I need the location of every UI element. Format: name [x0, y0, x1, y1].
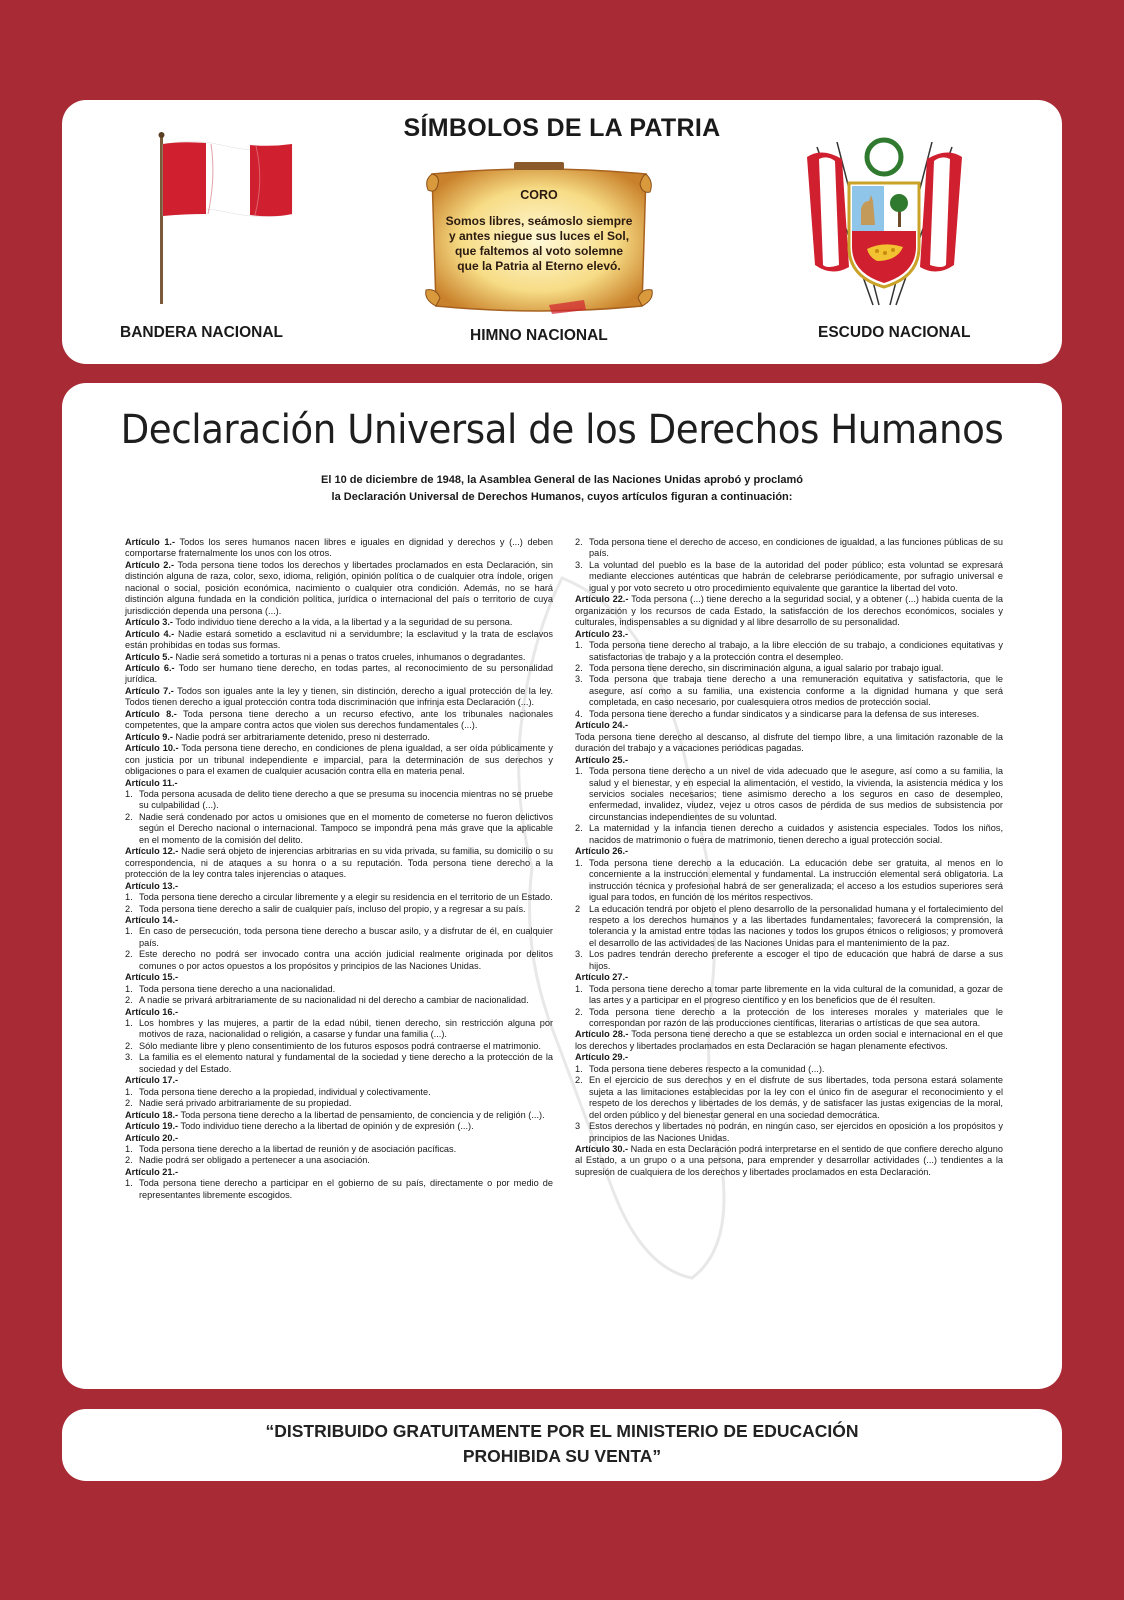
article-paragraph: [125, 881, 553, 892]
symbols-panel: [62, 100, 1062, 364]
list-number: 2.: [125, 995, 133, 1006]
article-text: Todo individuo tiene derecho a la vida, a la libertad y a la seguridad de su persona.: [172, 617, 513, 628]
article-paragraph: [125, 778, 553, 789]
article-heading: Artículo 8.-: [125, 708, 177, 719]
list-text: Toda persona tiene deberes respecto a la comunidad (...).: [589, 1063, 825, 1074]
list-number: 2.: [125, 903, 133, 914]
article-heading: Artículo 27.-: [575, 972, 629, 983]
article-text: Nada en esta Declaración podrá interpretarse en el sentido de que confiere derecho alguno al Estado, a un grupo o a una persona, para emprender y desarrollar actividades (...) tendientes a la supresión de cualquiera de los derechos y libertades proclamados en esta Declaración.: [575, 1144, 1003, 1177]
article-heading: Artículo 20.-: [125, 1132, 179, 1143]
coro-line: y antes niegue sus luces el Sol,: [448, 229, 630, 243]
list-text: Nadie será privado arbitrariamente de su propiedad.: [139, 1098, 352, 1109]
article-paragraph: [125, 1075, 553, 1086]
list-text: Toda persona tiene derecho a la protección de los intereses morales y materiales que le correspondan por razón de las producciones científicas, literarias o artísticas de que sea autora.: [589, 1006, 1003, 1029]
article-heading: Artículo 25.-: [575, 754, 629, 765]
article-heading: Artículo 6.-: [125, 662, 175, 673]
list-number: 1.: [575, 766, 583, 777]
article-text: Toda persona tiene derecho a un recurso efectivo, ante los tribunales nacionales competentes, que la ampare contra actos que violen sus derechos fundamentales (...).: [125, 708, 553, 731]
article-list-item: [575, 1064, 1003, 1075]
symbols-title: SÍMBOLOS DE LA PATRIA: [403, 114, 721, 142]
article-text: Nadie será objeto de injerencias arbitrarias en su vida privada, su familia, su domicilio o su correspondencia, ni de ataques a su honra o a su reputación. Toda persona tiene derecho a la protección de la ley contra tales injerencias o ataques.: [125, 846, 553, 880]
article-heading: Artículo 26.-: [575, 846, 629, 857]
list-text: En caso de persecución, toda persona tiene derecho a buscar asilo, y a disfrutar de él, en cualquier país.: [139, 926, 553, 948]
article-paragraph: [125, 743, 553, 777]
article-list-item: [575, 709, 1003, 720]
list-number: 4.: [575, 708, 583, 719]
list-number: 3: [575, 1121, 581, 1132]
intro-line: El 10 de diciembre de 1948, la Asamblea General de las Naciones Unidas aprobó y proclamó: [321, 474, 803, 486]
list-number: 2.: [575, 662, 583, 673]
list-text: Los hombres y las mujeres, a partir de la edad núbil, tienen derecho, sin restricción alguna por motivos de raza, nacionalidad o religión, a casarse y fundar una familia (...).: [139, 1018, 553, 1040]
list-text: Toda persona tiene derecho a circular libremente y a elegir su residencia en el territorio de un Estado.: [139, 892, 553, 903]
list-text: Este derecho no podrá ser invocado contra una acción judicial realmente originada por delitos comunes o por actos opuestos a los propósitos y principios de las Naciones Unidas.: [139, 949, 553, 971]
article-text: Nadie podrá ser arbitrariamente detenido, preso ni desterrado.: [172, 731, 430, 742]
list-number: 1.: [125, 983, 133, 994]
articles-left-column: [125, 537, 553, 1201]
article-heading: Artículo 10.-: [125, 743, 179, 754]
article-list-item: [575, 663, 1003, 674]
article-heading: Artículo 24.-: [575, 720, 629, 731]
article-text: Todos los seres humanos nacen libres e iguales en dignidad y derechos y (...) deben comportarse fraternalmente los unos con los otros.: [125, 537, 554, 559]
article-text: Toda persona tiene derecho a que se establezca un orden social e internacional en el que los derechos y libertades proclamados en esta Declaración se hagan plenamente efectivos.: [575, 1029, 1003, 1051]
article-paragraph: [575, 594, 1003, 628]
article-heading: Artículo 30.-: [575, 1144, 629, 1155]
article-text: Toda persona tiene derecho, en condiciones de plena igualdad, a ser oída públicamente y con justicia por un tribunal independiente e imparcial, para la determinación de sus derechos y obligaciones o para el examen de cualquier acusación contra ella en materia penal.: [125, 743, 553, 777]
article-list-item: [575, 640, 1003, 663]
article-list-item: [125, 892, 553, 903]
list-number: 2.: [575, 1075, 583, 1086]
article-list-item: [125, 1178, 553, 1201]
list-number: 1.: [125, 1018, 133, 1029]
list-number: 2.: [575, 823, 583, 834]
list-number: 2.: [575, 537, 583, 547]
article-heading: Artículo 16.-: [125, 1006, 179, 1017]
article-heading: Artículo 22.-: [575, 594, 629, 605]
list-text: Nadie podrá ser obligado a pertenecer a una asociación.: [139, 1155, 370, 1166]
anthem-scroll: [414, 160, 664, 320]
list-number: 1.: [575, 1063, 583, 1074]
article-paragraph: [125, 732, 553, 743]
article-paragraph: [125, 686, 553, 709]
article-paragraph: [125, 1007, 553, 1018]
footer-panel: [62, 1409, 1062, 1481]
list-number: 2.: [575, 1006, 583, 1017]
article-paragraph: [125, 1167, 553, 1178]
list-text: Nadie será condenado por actos u omisiones que en el momento de cometerse no fueron delictivos según el Derecho nacional o internacional. Tampoco se impondrá pena más grave que la aplicable en el momento de la comisión del delito.: [139, 811, 553, 845]
list-text: Toda persona acusada de delito tiene derecho a que se presuma su inocencia mientras no se pruebe su culpabilidad (...).: [139, 788, 553, 811]
list-text: En el ejercicio de sus derechos y en el disfrute de sus libertades, toda persona estará solamente sujeta a las limitaciones establecidas por la ley con el único fin de asegurar el reconocimiento y el respeto de los derechos y libertades de los demás, y de satisfacer las justas exigencias de la moral, del orden público y del bienestar general en una sociedad democrática.: [589, 1075, 1003, 1120]
article-paragraph: [125, 915, 553, 926]
article-heading: Artículo 5.-: [125, 651, 173, 662]
article-text: Toda persona (...) tiene derecho a la seguridad social, y a obtener (...) habida cuenta de la organización y los recursos de cada Estado, la satisfacción de los derechos económicos, sociales y culturales, indispensables a su dignidad y al libre desarrollo de su personalidad.: [575, 594, 1004, 628]
article-paragraph: [125, 1110, 553, 1121]
article-paragraph: [575, 720, 1003, 731]
article-heading: Artículo 2.-: [125, 559, 175, 570]
list-number: 2.: [125, 949, 133, 960]
article-list-item: [125, 1018, 553, 1041]
list-text: Toda persona tiene derecho a la educación. La educación debe ser gratuita, al menos en lo concerniente a la instrucción elemental y fundamental. La instrucción elemental será obligatoria. La instrucción técnica y profesional habrá de ser generalizada; el acceso a los estudios superiores será igual para todos, en función de los méritos respectivos.: [589, 857, 1003, 903]
article-paragraph: [125, 560, 553, 617]
list-text: Toda persona tiene derecho, sin discriminación alguna, a igual salario por trabajo igual.: [589, 662, 944, 673]
article-heading: Artículo 1.-: [125, 537, 176, 547]
article-heading: Artículo 18.-: [125, 1109, 179, 1120]
list-text: Toda persona tiene derecho a salir de cualquier país, incluso del propio, y a regresar a su país.: [139, 903, 526, 914]
article-paragraph: [575, 1052, 1003, 1063]
article-list-item: [575, 674, 1003, 708]
flag-label: BANDERA NACIONAL: [120, 324, 284, 341]
national-shield-image: [797, 137, 972, 317]
list-number: 1.: [125, 1086, 133, 1097]
footer-notice: [62, 1419, 1062, 1469]
list-number: 1.: [575, 857, 583, 868]
article-heading: Artículo 13.-: [125, 880, 179, 891]
list-number: 1.: [125, 892, 133, 903]
article-list-item: [125, 1144, 553, 1155]
list-text: La voluntad del pueblo es la base de la autoridad del poder público; esta voluntad se expresará mediante elecciones auténticas que habrán de celebrarse periódicamente, por sufragio universal e igual y por voto secreto u otro procedimiento equivalente que garantice la libertad del voto.: [589, 559, 1003, 593]
article-list-item: [125, 1052, 553, 1075]
article-list-item: [125, 1087, 553, 1098]
article-list-item: [575, 560, 1003, 594]
article-list-item: [575, 904, 1003, 950]
list-number: 1.: [125, 1178, 133, 1189]
article-text: Toda persona tiene todos los derechos y libertades proclamados en esta Declaración, sin distinción alguna de raza, color, sexo, idioma, religión, opinión política o de cualquier otra índole, origen nacional o social, posición económica, nacimiento o cualquier otra condición. Además, no se hará distinción alguna fundada en la condición política, jurídica o internacional del país o territorio de cuya jurisdicción dependa una persona (...).: [125, 559, 553, 616]
list-number: 1.: [125, 926, 133, 937]
article-list-item: [575, 984, 1003, 1007]
article-heading: Artículo 21.-: [125, 1166, 179, 1177]
article-text: Todo individuo tiene derecho a la libertad de opinión y de expresión (...).: [178, 1121, 474, 1132]
article-text: Todo ser humano tiene derecho, en todas partes, al reconocimiento de su personalidad jurídica.: [125, 662, 553, 685]
article-list-item: [575, 823, 1003, 846]
article-list-item: [125, 904, 553, 915]
article-text: Todos son iguales ante la ley y tienen, sin distinción, derecho a igual protección de la ley. Todos tienen derecho a igual protección contra toda discriminación que infrinja esta Declaración (...).: [125, 685, 553, 708]
article-text: Toda persona tiene derecho a la libertad de pensamiento, de conciencia y de religión (...).: [178, 1109, 545, 1120]
article-list-item: [575, 1007, 1003, 1030]
article-text: Nadie estará sometido a esclavitud ni a servidumbre; la esclavitud y la trata de esclavos están prohibidas en todas sus formas.: [125, 628, 553, 651]
article-paragraph: [125, 537, 553, 560]
article-list-item: [125, 812, 553, 846]
list-number: 3.: [125, 1052, 133, 1063]
footer-line: PROHIBIDA SU VENTA”: [462, 1446, 662, 1466]
list-text: Toda persona tiene derecho a una nacionalidad.: [139, 983, 336, 994]
article-list-item: [575, 1121, 1003, 1144]
article-text: Nadie será sometido a torturas ni a penas o tratos crueles, inhumanos o degradantes.: [172, 651, 526, 662]
anthem-label: HIMNO NACIONAL: [470, 327, 608, 344]
footer-line: “DISTRIBUIDO GRATUITAMENTE POR EL MINISTERIO DE EDUCACIÓN: [265, 1421, 859, 1441]
article-heading: Artículo 4.-: [125, 628, 175, 639]
list-text: La familia es el elemento natural y fundamental de la sociedad y tiene derecho a la protección de la sociedad y del Estado.: [139, 1052, 553, 1074]
article-heading: Artículo 15.-: [125, 972, 179, 983]
coro-stanza: [414, 214, 664, 274]
list-number: 2.: [125, 811, 133, 822]
article-list-item: [575, 537, 1003, 560]
article-paragraph: [575, 1144, 1003, 1178]
list-text: Toda persona tiene derecho a participar en el gobierno de su país, directamente o por medio de representantes libremente escogidos.: [139, 1178, 553, 1200]
list-number: 1.: [575, 983, 583, 994]
article-paragraph: [125, 652, 553, 663]
list-number: 2.: [125, 1098, 133, 1109]
article-list-item: [125, 926, 553, 949]
article-list-item: [125, 1155, 553, 1166]
article-paragraph: [575, 846, 1003, 857]
list-number: 1.: [575, 640, 583, 651]
article-paragraph: [575, 755, 1003, 766]
list-text: Toda persona tiene el derecho de acceso, en condiciones de igualdad, a las funciones públicas de su país.: [589, 537, 1003, 559]
list-text: La educación tendrá por objeto el pleno desarrollo de la personalidad humana y el fortalecimiento del respeto a los derechos humanos y a las libertades fundamentales; favorecerá la comprensión, la tolerancia y la amistad entre todas las naciones y todos los grupos étnicos o religiosos; y promoverá el desarrollo de las actividades de las Naciones Unidas para el mantenimiento de la paz.: [589, 903, 1003, 948]
list-text: Los padres tendrán derecho preferente a escoger el tipo de educación que habrá de darse a sus hijos.: [589, 949, 1003, 971]
article-paragraph: [125, 629, 553, 652]
list-text: Sólo mediante libre y pleno consentimiento de los futuros esposos podrá contraerse el matrimonio.: [139, 1040, 541, 1051]
article-paragraph: [575, 629, 1003, 640]
list-text: Toda persona tiene derecho a la libertad de reunión y de asociación pacíficas.: [139, 1144, 457, 1155]
article-paragraph: [125, 1133, 553, 1144]
list-number: 1.: [125, 1144, 133, 1155]
list-text: Toda persona tiene derecho a la propiedad, individual y colectivamente.: [139, 1086, 431, 1097]
article-heading: Artículo 14.-: [125, 914, 179, 925]
coro-line: que faltemos al voto solemne: [454, 244, 624, 258]
list-text: Toda persona tiene derecho al trabajo, a la libre elección de su trabajo, a condiciones equitativas y satisfactorias de trabajo y a la protección contra el desempleo.: [589, 640, 1003, 662]
article-paragraph: [125, 1121, 553, 1132]
article-heading: Artículo 29.-: [575, 1052, 629, 1063]
article-list-item: [125, 789, 553, 812]
article-heading: Artículo 7.-: [125, 685, 174, 696]
shield-label: ESCUDO NACIONAL: [818, 324, 971, 341]
article-paragraph: [575, 1029, 1003, 1052]
declaration-intro: [62, 472, 1062, 506]
article-list-item: [575, 858, 1003, 904]
article-heading: Artículo 9.-: [125, 731, 173, 742]
article-paragraph: [125, 663, 553, 686]
article-heading: Artículo 11.-: [125, 777, 178, 788]
list-number: 2.: [125, 1155, 133, 1166]
article-list-item: [125, 1041, 553, 1052]
article-list-item: [575, 1075, 1003, 1121]
article-heading: Artículo 19.-: [125, 1121, 179, 1132]
article-heading: Artículo 23.-: [575, 628, 629, 639]
article-list-item: [575, 949, 1003, 972]
list-text: Toda persona tiene derecho a un nivel de vida adecuado que le asegure, así como a su familia, la salud y el bienestar, y en especial la alimentación, el vestido, la vivienda, la asistencia médica y los servicios sociales necesarios; tiene asimismo derecho a los seguros en caso de desempleo, enfermedad, invalidez, viudez, vejez u otros casos de pérdida de sus medios de subsistencia por circunstancias independientes de su voluntad.: [589, 766, 1003, 822]
article-paragraph: [125, 617, 553, 628]
article-list-item: [125, 984, 553, 995]
article-list-item: [125, 949, 553, 972]
list-text: Estos derechos y libertades no podrán, en ningún caso, ser ejercidos en oposición a los propósitos y principios de las Naciones Unidas.: [589, 1121, 1003, 1143]
list-text: La maternidad y la infancia tienen derecho a cuidados y asistencia especiales. Todos los niños, nacidos de matrimonio o fuera de matrimonio, tienen derecho a igual protección social.: [589, 823, 1003, 845]
articles-right-column: [575, 537, 1003, 1178]
coro-line: que la Patria al Eterno elevó.: [457, 259, 621, 273]
list-number: 3.: [575, 949, 583, 960]
article-heading: Artículo 17.-: [125, 1075, 179, 1086]
article-list-item: [125, 1098, 553, 1109]
article-heading: Artículo 28.-: [575, 1029, 629, 1040]
article-paragraph: [125, 846, 553, 880]
list-number: 3.: [575, 559, 583, 570]
list-number: 3.: [575, 674, 583, 685]
list-number: 2: [575, 903, 581, 914]
list-number: 1.: [125, 788, 133, 799]
coro-line: Somos libres, seámoslo siempre: [445, 214, 633, 228]
declaration-title: Declaración Universal de los Derechos Humanos: [120, 407, 1004, 453]
list-text: Toda persona que trabaja tiene derecho a una remuneración equitativa y satisfactoria, que le asegure, así como a su familia, una existencia conforme a la dignidad humana y que será completada, en caso necesario, por cualesquiera otros medios de protección social.: [589, 674, 1003, 708]
article-heading: Artículo 3.-: [125, 617, 173, 628]
article-list-item: [575, 766, 1003, 823]
article-body: Toda persona tiene derecho al descanso, al disfrute del tiempo libre, a una limitación razonable de la duración del trabajo y a vacaciones periódicas pagadas.: [575, 731, 1003, 754]
coro-title: CORO: [520, 188, 558, 202]
national-flag-image: [156, 132, 296, 307]
article-paragraph: [575, 972, 1003, 983]
list-text: Toda persona tiene derecho a tomar parte libremente en la vida cultural de la comunidad, a gozar de las artes y a participar en el progreso científico y en los beneficios que de él resulten.: [589, 983, 1003, 1006]
list-number: 2.: [125, 1040, 133, 1051]
intro-line: la Declaración Universal de Derechos Humanos, cuyos artículos figuran a continuación:: [331, 491, 793, 503]
list-text: Toda persona tiene derecho a fundar sindicatos y a sindicarse para la defensa de sus intereses.: [589, 708, 980, 719]
article-paragraph: [125, 709, 553, 732]
article-list-item: [125, 995, 553, 1006]
declaration-panel: [62, 383, 1062, 1389]
article-paragraph: [125, 972, 553, 983]
article-heading: Artículo 12.-: [125, 846, 179, 857]
list-text: A nadie se privará arbitrariamente de su nacionalidad ni del derecho a cambiar de nacionalidad.: [139, 995, 529, 1006]
